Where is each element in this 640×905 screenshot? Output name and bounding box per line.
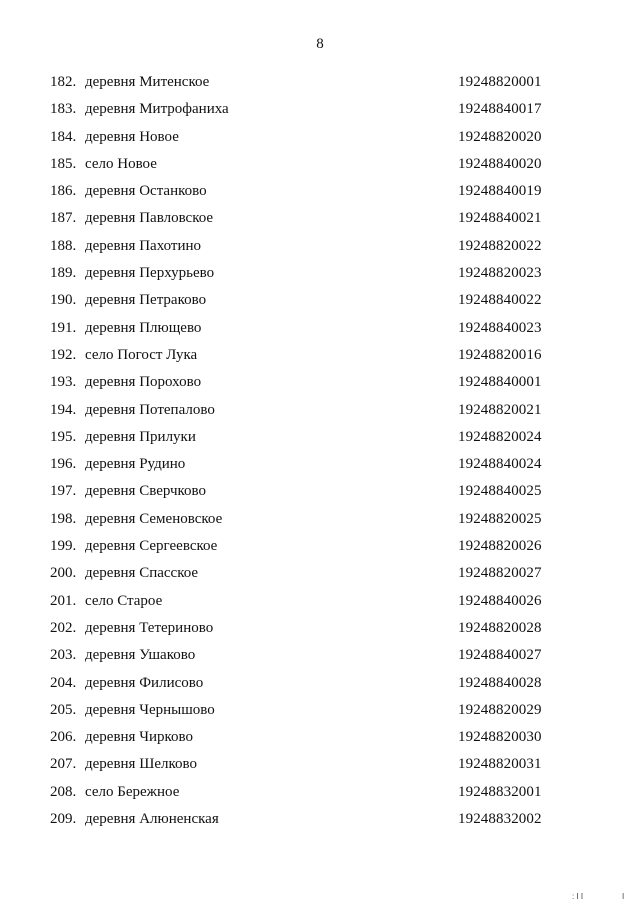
list-item bbox=[0, 618, 640, 645]
settlement-name: деревня Новое bbox=[85, 128, 179, 145]
settlement-code: 19248820022 bbox=[458, 237, 542, 254]
entry-number: 186. bbox=[50, 183, 77, 200]
settlement-name: деревня Спасское bbox=[85, 565, 199, 582]
settlement-name: деревня Останково bbox=[85, 183, 207, 200]
settlement-code: 19248820025 bbox=[458, 510, 542, 527]
settlement-name: деревня Филисово bbox=[85, 674, 204, 691]
entry-number: 207. bbox=[50, 756, 77, 773]
settlement-code: 19248840025 bbox=[458, 483, 542, 500]
entry-number: 185. bbox=[50, 155, 77, 172]
entry-number: 189. bbox=[50, 265, 77, 282]
list-item bbox=[0, 700, 640, 727]
settlement-code: 19248840021 bbox=[458, 210, 542, 227]
settlement-name: деревня Плющево bbox=[85, 319, 202, 336]
settlement-code: 19248820026 bbox=[458, 538, 542, 555]
list-item bbox=[0, 427, 640, 454]
settlement-name: деревня Потепалово bbox=[85, 401, 215, 418]
list-item bbox=[0, 99, 640, 126]
settlement-name: деревня Ушаково bbox=[85, 647, 196, 664]
settlement-code: 19248820028 bbox=[458, 619, 542, 636]
settlement-name: село Погост Лука bbox=[85, 346, 198, 363]
settlement-name: деревня Алюненская bbox=[85, 811, 219, 828]
settlement-name: село Старое bbox=[85, 592, 163, 609]
list-item bbox=[0, 782, 640, 809]
settlement-code: 19248820031 bbox=[458, 756, 542, 773]
entry-number: 188. bbox=[50, 237, 77, 254]
list-item bbox=[0, 809, 640, 836]
settlement-name: село Новое bbox=[85, 155, 157, 172]
list-item bbox=[0, 563, 640, 590]
settlement-code: 19248840001 bbox=[458, 374, 542, 391]
list-item bbox=[0, 400, 640, 427]
settlement-code: 19248840020 bbox=[458, 155, 542, 172]
entry-number: 200. bbox=[50, 565, 77, 582]
entry-number: 208. bbox=[50, 783, 77, 800]
settlement-name: деревня Павловское bbox=[85, 210, 214, 227]
settlement-list bbox=[0, 72, 640, 836]
entry-number: 193. bbox=[50, 374, 77, 391]
entry-number: 195. bbox=[50, 428, 77, 445]
page-number: 8 bbox=[316, 36, 324, 52]
settlement-code: 19248840026 bbox=[458, 592, 542, 609]
entry-number: 206. bbox=[50, 729, 77, 746]
settlement-code: 19248820020 bbox=[458, 128, 542, 145]
settlement-name: деревня Пахотино bbox=[85, 237, 202, 254]
entry-number: 190. bbox=[50, 292, 77, 309]
settlement-name: деревня Митенское bbox=[85, 74, 210, 90]
settlement-code: 19248820030 bbox=[458, 729, 542, 746]
settlement-name: деревня Прилуки bbox=[85, 428, 196, 445]
entry-number: 203. bbox=[50, 647, 77, 664]
settlement-code: 19248820027 bbox=[458, 565, 542, 582]
settlement-code: 19248832001 bbox=[458, 783, 542, 800]
list-item bbox=[0, 318, 640, 345]
footer-mark-right: I bbox=[622, 892, 625, 901]
list-item bbox=[0, 454, 640, 481]
settlement-code: 19248840024 bbox=[458, 456, 542, 473]
entry-number: 196. bbox=[50, 456, 77, 473]
footer-mark-left: : I I bbox=[572, 892, 584, 901]
settlement-name: деревня Сверчково bbox=[85, 483, 207, 500]
entry-number: 183. bbox=[50, 101, 77, 118]
list-item bbox=[0, 754, 640, 781]
settlement-code: 19248840019 bbox=[458, 183, 542, 200]
list-item bbox=[0, 208, 640, 235]
settlement-code: 19248832002 bbox=[458, 811, 542, 828]
settlement-name: деревня Перхурьево bbox=[85, 265, 215, 282]
list-item bbox=[0, 673, 640, 700]
entry-number: 194. bbox=[50, 401, 77, 418]
entry-number: 201. bbox=[50, 592, 77, 609]
entry-number: 191. bbox=[50, 319, 77, 336]
settlement-code: 19248840017 bbox=[458, 101, 542, 118]
list-item bbox=[0, 372, 640, 399]
list-item bbox=[0, 181, 640, 208]
settlement-name: деревня Шелково bbox=[85, 756, 197, 773]
entry-number: 199. bbox=[50, 538, 77, 555]
list-item bbox=[0, 127, 640, 154]
settlement-code: 19248820016 bbox=[458, 346, 542, 363]
entry-number: 197. bbox=[50, 483, 77, 500]
settlement-name: деревня Тетериново bbox=[85, 619, 214, 636]
list-item bbox=[0, 236, 640, 263]
entry-number: 184. bbox=[50, 128, 77, 145]
settlement-code: 19248820024 bbox=[458, 428, 542, 445]
settlement-code: 19248840027 bbox=[458, 647, 542, 664]
entry-number: 204. bbox=[50, 674, 77, 691]
settlement-name: деревня Петраково bbox=[85, 292, 207, 309]
settlement-name: деревня Митрофаниха bbox=[85, 101, 229, 118]
list-item bbox=[0, 591, 640, 618]
list-item bbox=[0, 345, 640, 372]
entry-number: 202. bbox=[50, 619, 77, 636]
list-item bbox=[0, 645, 640, 672]
entry-number: 187. bbox=[50, 210, 77, 227]
entry-number: 198. bbox=[50, 510, 77, 527]
entry-number: 182. bbox=[50, 74, 77, 90]
settlement-name: деревня Порохово bbox=[85, 374, 202, 391]
settlement-code: 19248820023 bbox=[458, 265, 542, 282]
settlement-code: 19248840028 bbox=[458, 674, 542, 691]
list-item bbox=[0, 72, 640, 99]
settlement-name: деревня Чирково bbox=[85, 729, 193, 746]
settlement-name: деревня Семеновское bbox=[85, 510, 223, 527]
settlement-code: 19248820001 bbox=[458, 74, 542, 90]
list-item bbox=[0, 481, 640, 508]
settlement-name: деревня Чернышово bbox=[85, 701, 215, 718]
entry-number: 205. bbox=[50, 701, 77, 718]
settlement-code: 19248820021 bbox=[458, 401, 542, 418]
list-item bbox=[0, 290, 640, 317]
settlement-code: 19248820029 bbox=[458, 701, 542, 718]
settlement-name: деревня Рудино bbox=[85, 456, 186, 473]
list-item bbox=[0, 154, 640, 181]
list-item bbox=[0, 727, 640, 754]
list-item bbox=[0, 263, 640, 290]
settlement-name: деревня Сергеевское bbox=[85, 538, 218, 555]
list-item bbox=[0, 509, 640, 536]
settlement-code: 19248840022 bbox=[458, 292, 542, 309]
list-item bbox=[0, 536, 640, 563]
entry-number: 209. bbox=[50, 811, 77, 828]
settlement-name: село Бережное bbox=[85, 783, 180, 800]
settlement-code: 19248840023 bbox=[458, 319, 542, 336]
entry-number: 192. bbox=[50, 346, 77, 363]
